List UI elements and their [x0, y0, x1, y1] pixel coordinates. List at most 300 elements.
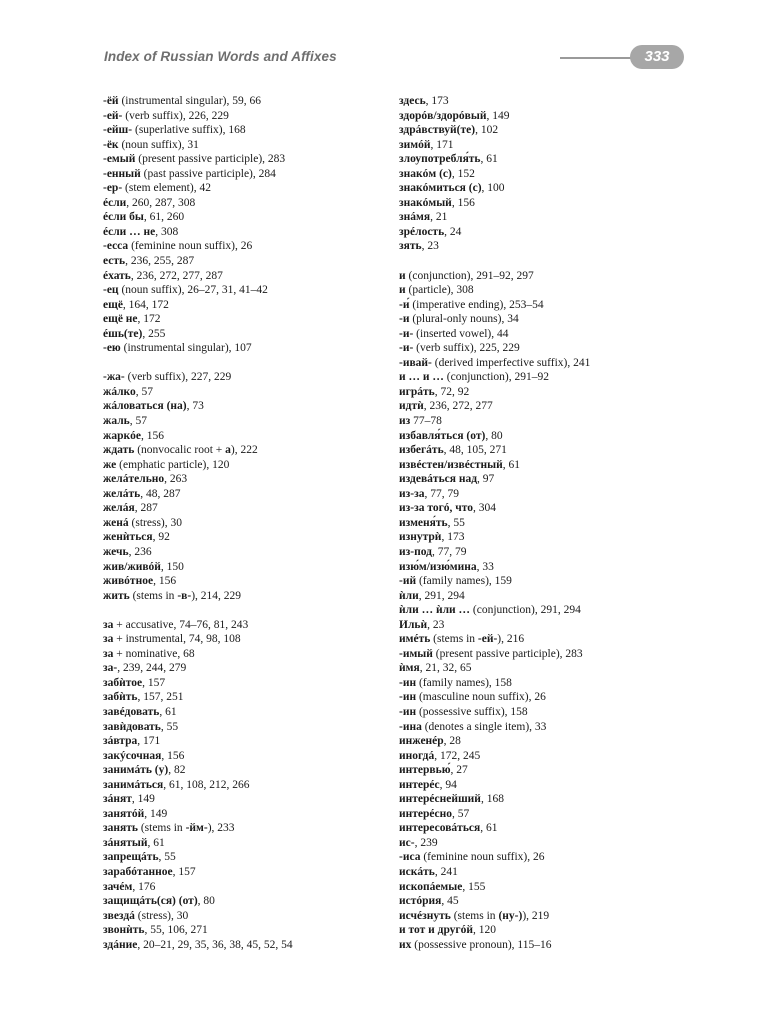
index-entry [103, 938, 403, 953]
index-headword: -ей- [103, 109, 123, 122]
index-column-left [103, 94, 403, 952]
index-entry [399, 676, 699, 691]
index-locator: , 45 [441, 895, 459, 908]
index-locator: (particle), 308 [405, 284, 474, 297]
index-locator: , 149 [486, 109, 510, 122]
index-locator: , 149 [144, 807, 168, 820]
index-entry [103, 443, 403, 458]
index-locator: , 21 [430, 211, 448, 224]
index-entry [399, 807, 699, 822]
index-entry [103, 472, 403, 487]
index-locator: , 55, 106, 271 [144, 924, 208, 937]
index-entry [399, 690, 699, 705]
index-entry [399, 938, 699, 953]
index-locator: ), 216 [497, 633, 525, 646]
index-locator: , 149 [131, 793, 155, 806]
index-entry [399, 894, 699, 909]
index-locator: 77–78 [410, 415, 442, 428]
index-headword: завѝдовать [103, 720, 161, 733]
index-locator: (verb suffix), 227, 229 [124, 371, 232, 384]
index-locator: , 263 [164, 473, 188, 486]
index-entry [103, 429, 403, 444]
index-locator: ), 233 [207, 822, 235, 835]
index-headword: из-за [399, 487, 425, 500]
index-headword: жаркóе [103, 429, 141, 442]
index-headword: зимóй [399, 138, 431, 151]
index-entry [103, 647, 403, 662]
index-headword: искáть [399, 865, 435, 878]
index-entry [399, 661, 699, 676]
index-entry [103, 560, 403, 575]
index-locator: (noun suffix), 31 [118, 138, 199, 151]
index-headword: ѝли [399, 589, 419, 602]
index-headword: зáнятый [103, 836, 148, 849]
index-headword: éсли … не [103, 225, 156, 238]
index-headword: жáлко [103, 385, 136, 398]
index-headword: и тот и другóй [399, 924, 474, 937]
index-locator: (stems in [450, 909, 499, 922]
index-headword: занятóй [103, 807, 145, 820]
index-entry [103, 254, 403, 269]
index-headword: ждать [103, 444, 135, 457]
index-headword: их [399, 938, 412, 951]
index-headword: женá [103, 516, 129, 529]
index-headword: издевáться над [399, 473, 478, 486]
index-locator: , 92 [152, 531, 170, 544]
index-headword: ѝли … ѝли … [399, 604, 471, 617]
index-entry [103, 312, 403, 327]
index-entry [103, 123, 403, 138]
index-headword: -емый [103, 153, 136, 166]
index-entry [399, 341, 699, 356]
index-locator: , 156 [153, 575, 177, 588]
index-locator: (inserted vowel), 44 [413, 327, 509, 340]
index-locator: (stems in [137, 822, 186, 835]
index-headword: -ец [103, 284, 119, 297]
page-number-badge: 333 [630, 45, 684, 69]
index-entry [399, 749, 699, 764]
section-gap [103, 356, 403, 371]
index-locator: , 255 [142, 327, 166, 340]
index-headword: занимáть (у) [103, 764, 169, 777]
index-locator: + accusative, 74–76, 81, 243 [113, 618, 249, 631]
index-locator: (instrumental singular), 107 [120, 342, 252, 355]
index-column-right [399, 94, 699, 952]
index-entry [399, 734, 699, 749]
index-headword: -ина [399, 720, 422, 733]
index-entry [103, 690, 403, 705]
index-entry [103, 239, 403, 254]
index-entry [103, 327, 403, 342]
index-headword: идтѝ [399, 400, 424, 413]
index-entry [103, 341, 403, 356]
index-headword: зрéлость [399, 225, 445, 238]
index-locator: (stems in [430, 633, 478, 646]
index-locator: + instrumental, 74, 98, 108 [113, 633, 241, 646]
index-entry [399, 181, 699, 196]
index-locator: , 24 [444, 225, 462, 238]
index-entry [399, 312, 699, 327]
index-entry [399, 399, 699, 414]
index-locator: (imperative ending), 253–54 [409, 298, 544, 311]
index-entry [103, 370, 403, 385]
index-headword: изнутрѝ [399, 531, 442, 544]
index-headword: знакóмиться (с) [399, 182, 482, 195]
index-entry [103, 487, 403, 502]
index-entry [103, 850, 403, 865]
index-headword: истóрия [399, 895, 442, 908]
index-entry [103, 618, 403, 633]
index-locator: , 77, 79 [424, 487, 459, 500]
index-locator: , 236, 272, 277, 287 [130, 269, 223, 282]
index-entry [399, 138, 699, 153]
index-entry [103, 530, 403, 545]
index-headword: -и [399, 313, 410, 326]
index-entry [399, 603, 699, 618]
index-headword: игрáть [399, 385, 435, 398]
index-headword: здесь [399, 95, 426, 107]
index-headword: -и- [399, 342, 414, 355]
index-entry [103, 574, 403, 589]
index-entry [103, 399, 403, 414]
index-locator: + nominative, 68 [113, 647, 195, 660]
index-headword: здорóв/здорóвый [399, 109, 487, 122]
index-entry [103, 516, 403, 531]
index-entry [399, 880, 699, 895]
index-headword: -есса [103, 240, 129, 253]
index-locator: , 102 [475, 124, 499, 137]
index-locator: , 157 [142, 676, 166, 689]
index-entry [399, 123, 699, 138]
index-locator: , 73 [186, 400, 204, 413]
index-headword: интервью́ [399, 764, 451, 777]
index-locator: , 171 [430, 138, 454, 151]
index-entry [103, 865, 403, 880]
index-locator: (derived imperfective suffix), 241 [431, 356, 591, 369]
index-headword: -ер- [103, 182, 123, 195]
index-headword: здрáвствуй(те) [399, 124, 476, 137]
index-entry [399, 152, 699, 167]
index-locator: , 173 [425, 95, 449, 107]
index-locator: , 77, 79 [431, 545, 467, 558]
index-locator: (past passive participle), 284 [140, 167, 276, 180]
index-entry [399, 763, 699, 778]
index-entry [103, 152, 403, 167]
index-headword: за [103, 618, 114, 631]
index-entry [399, 923, 699, 938]
index-locator: , 171 [137, 735, 161, 748]
index-locator: , 55 [160, 720, 179, 733]
index-locator: , 260, 287, 308 [126, 196, 196, 209]
index-headword: и … и … [399, 371, 444, 384]
index-entry [103, 545, 403, 560]
running-header-title: Index of Russian Words and Affixes [104, 49, 337, 64]
index-headword: же [103, 458, 117, 471]
index-entry [103, 181, 403, 196]
index-headword: из-за тогó, что [399, 502, 474, 515]
index-headword: -ею [103, 342, 121, 355]
index-headword: желáть [103, 487, 141, 500]
index-headword: éсли бы [103, 211, 144, 224]
index-headword: -ейш- [103, 124, 133, 137]
index-entry [399, 94, 699, 109]
index-locator: , 173 [441, 531, 465, 544]
index-headword: ещё не [103, 313, 138, 326]
index-entry [103, 909, 403, 924]
index-headword: -ин [399, 676, 417, 689]
index-locator: (denotes a single item), 33 [421, 720, 547, 733]
index-entry [103, 458, 403, 473]
index-entry [399, 501, 699, 516]
index-entry [399, 458, 699, 473]
section-gap [399, 254, 699, 269]
index-entry [399, 472, 699, 487]
index-headword: интерéснейший [399, 793, 481, 806]
index-entry [399, 225, 699, 240]
index-entry [399, 560, 699, 575]
index-locator: (possessive suffix), 158 [416, 705, 528, 718]
index-locator: , 157, 251 [137, 691, 184, 704]
index-headword: ѝмя [399, 662, 420, 675]
index-headword: интерéс [399, 778, 440, 791]
index-entry [399, 516, 699, 531]
index-locator: ), 219 [522, 909, 550, 922]
index-locator: , 172 [137, 313, 161, 326]
index-headword: знáмя [399, 211, 431, 224]
index-headword: за- [103, 662, 118, 675]
index-entry [399, 283, 699, 298]
index-headword: жить [103, 589, 130, 602]
index-entry [103, 414, 403, 429]
index-headword: из [399, 415, 411, 428]
index-entry [399, 778, 699, 793]
index-locator: (masculine noun suffix), 26 [416, 691, 546, 704]
index-locator: , 236, 272, 277 [423, 400, 493, 413]
index-headword: занять [103, 822, 138, 835]
index-headword: женѝться [103, 531, 153, 544]
index-entry [103, 632, 403, 647]
index-entry [103, 196, 403, 211]
index-locator: , 287 [134, 502, 158, 515]
index-entry [399, 821, 699, 836]
index-locator: (stem element), 42 [122, 182, 211, 195]
index-locator: (stress), 30 [128, 516, 183, 529]
index-locator: (verb suffix), 226, 229 [122, 109, 229, 122]
index-locator: , 168 [480, 793, 504, 806]
index-headword: éшь(те) [103, 327, 143, 340]
index-headword: -ин [399, 705, 417, 718]
index-locator: (stems in [129, 589, 178, 602]
index-entry [399, 210, 699, 225]
index-locator: (present passive participle), 283 [135, 153, 286, 166]
index-locator: , 172, 245 [434, 749, 481, 762]
index-headword: -ёй [103, 95, 119, 107]
index-headword: -иса [399, 851, 421, 864]
index-entry [399, 327, 699, 342]
index-entry [103, 589, 403, 604]
index-entry [103, 210, 403, 225]
index-headword: -ий [399, 575, 417, 588]
index-locator: , 291, 294 [418, 589, 465, 602]
index-entry [399, 647, 699, 662]
index-headword: и [399, 269, 406, 282]
index-locator: , 239 [414, 836, 438, 849]
index-headword: -ей- [477, 633, 498, 646]
index-headword: изменя́ть [399, 516, 448, 529]
index-entry [399, 429, 699, 444]
index-locator: , 61 [147, 836, 165, 849]
index-locator: (verb suffix), 225, 229 [413, 342, 520, 355]
index-headword: -ивай- [399, 356, 432, 369]
index-entry [103, 138, 403, 153]
index-entry [103, 778, 403, 793]
index-headword: знакóм (с) [399, 167, 452, 180]
index-entry [103, 763, 403, 778]
index-headword: за [103, 633, 114, 646]
index-locator: , 176 [132, 880, 156, 893]
index-entry [103, 923, 403, 938]
index-entry [399, 530, 699, 545]
index-entry [399, 589, 699, 604]
index-entry [103, 836, 403, 851]
index-headword: избавля́ться (от) [399, 429, 486, 442]
index-headword: запрещáть [103, 851, 159, 864]
index-headword: éсли [103, 196, 127, 209]
index-headword: и [399, 284, 406, 297]
index-locator: , 33 [476, 560, 494, 573]
index-headword: закýсочная [103, 749, 162, 762]
index-entry [399, 705, 699, 720]
index-headword: имéть [399, 633, 431, 646]
index-locator: , 61 [502, 458, 521, 471]
index-headword: есть [103, 255, 126, 268]
index-locator: , 308 [155, 225, 179, 238]
index-headword: здáние [103, 938, 138, 951]
index-headword: защищáть(ся) (от) [103, 895, 198, 908]
index-headword: злоупотребля́ть [399, 153, 481, 166]
index-entry [103, 880, 403, 895]
index-entry [399, 836, 699, 851]
index-locator: , 120 [473, 924, 497, 937]
index-entry [399, 850, 699, 865]
index-locator: , 23 [421, 240, 439, 253]
index-locator: (stress), 30 [134, 909, 189, 922]
index-entry [399, 109, 699, 124]
index-locator: , 48, 105, 271 [443, 444, 507, 457]
index-headword: -имый [399, 647, 433, 660]
index-headword: исчéзнуть [399, 909, 451, 922]
index-entry [103, 807, 403, 822]
index-entry [399, 196, 699, 211]
index-entry [103, 661, 403, 676]
index-headword: ещё [103, 298, 123, 311]
index-headword: жив/живóй [103, 560, 161, 573]
index-locator: , 236 [128, 545, 152, 558]
index-locator: , 100 [481, 182, 505, 195]
index-locator: , 80 [197, 895, 215, 908]
index-entry [399, 298, 699, 313]
index-entry [399, 167, 699, 182]
index-entry [103, 821, 403, 836]
index-entry [399, 487, 699, 502]
index-entry [399, 865, 699, 880]
index-locator: (family names), 159 [416, 575, 512, 588]
index-entry [103, 749, 403, 764]
index-headword: (ну-) [498, 909, 523, 922]
running-header [0, 0, 783, 90]
index-entry [103, 734, 403, 749]
index-headword: иногдá [399, 749, 435, 762]
index-locator: , 236, 255, 287 [125, 255, 195, 268]
index-headword: избегáть [399, 444, 444, 457]
index-entry [103, 94, 403, 109]
index-locator: (superlative suffix), 168 [132, 124, 246, 137]
index-locator: , 97 [477, 473, 495, 486]
index-locator: , 55 [158, 851, 176, 864]
index-locator: , 61, 260 [143, 211, 185, 224]
index-locator: , 164, 172 [122, 298, 169, 311]
index-locator: (feminine noun suffix), 26 [420, 851, 545, 864]
index-headword: -ин [399, 691, 417, 704]
index-entry [103, 385, 403, 400]
index-entry [399, 443, 699, 458]
index-headword: занимáться [103, 778, 164, 791]
index-locator: (conjunction), 291–92, 297 [405, 269, 534, 282]
index-locator: , 157 [172, 865, 196, 878]
index-headword: за [103, 647, 114, 660]
index-locator: , 27 [450, 764, 468, 777]
index-entry [399, 385, 699, 400]
index-headword: -в- [177, 589, 192, 602]
index-locator: , 82 [168, 764, 186, 777]
index-headword: зáнят [103, 793, 132, 806]
index-entry [103, 225, 403, 240]
index-entry [103, 894, 403, 909]
index-entry [103, 109, 403, 124]
index-headword: -и́ [399, 298, 410, 311]
index-entry [399, 269, 699, 284]
index-locator: , 72, 92 [434, 385, 470, 398]
index-entry [399, 618, 699, 633]
index-headword: а [225, 444, 231, 457]
index-locator: ), 222 [230, 444, 258, 457]
index-locator: , 57 [452, 807, 470, 820]
index-headword: из-под [399, 545, 432, 558]
index-entry [103, 167, 403, 182]
index-entry [103, 298, 403, 313]
index-locator: (family names), 158 [416, 676, 512, 689]
index-entry [399, 632, 699, 647]
index-locator: , 150 [160, 560, 184, 573]
index-headword: забѝтое [103, 676, 143, 689]
index-headword: знакóмый [399, 196, 452, 209]
index-headword: интерéсно [399, 807, 452, 820]
index-locator: , 156 [161, 749, 185, 762]
index-headword: -енный [103, 167, 141, 180]
index-headword: -йм- [185, 822, 208, 835]
index-headword: зачéм [103, 880, 133, 893]
index-locator: , 61 [480, 822, 498, 835]
index-headword: жаль [103, 415, 130, 428]
index-locator: (noun suffix), 26–27, 31, 41–42 [118, 284, 268, 297]
index-locator: (nonvocalic root + [134, 444, 226, 457]
index-locator: (instrumental singular), 59, 66 [118, 95, 262, 107]
index-entry [103, 283, 403, 298]
index-headword: интересовáться [399, 822, 481, 835]
index-locator: , 57 [129, 415, 147, 428]
index-entry [399, 720, 699, 735]
index-headword: изю́м/изю́мина [399, 560, 477, 573]
